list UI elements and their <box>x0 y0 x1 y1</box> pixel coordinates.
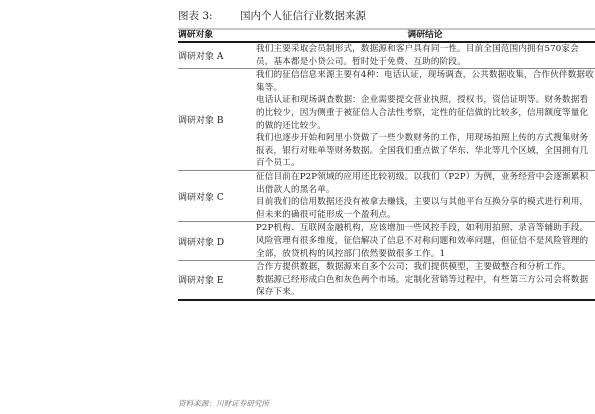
table-row <box>178 222 595 261</box>
table-row <box>178 42 595 69</box>
conclusion-cell <box>254 69 595 171</box>
conclusion-paragraph: 我们主要采取会员制形式，数据源和客户具有同一性。目前全国范围内拥有570家会员，基本都是小贷公司。暂时处于免费、互助的阶段。 <box>256 44 579 67</box>
research-object-a: 调研对象 A <box>178 42 254 69</box>
conclusion-cell <box>254 222 595 261</box>
source-note: 资料来源：川财证券研究所 <box>178 399 270 408</box>
research-object-d: 调研对象 D <box>178 222 254 261</box>
conclusion-paragraph: 目前我们的信用数据还没有被拿去赚钱，主要以与其他平台互换分享的模式进行利用，但未来的确很可能形成一个盈利点。 <box>256 197 589 220</box>
conclusion-paragraph: 我们的征信信息来源主要有4种：电话认证，现场调查，公共数据收集，合作伙伴数据收集等。 <box>256 70 594 93</box>
conclusion-paragraph: 风险管理有很多维度，征信解决了信息不对称问题和效率问题，但征信不是风险管理的全部，放贷机构的风控部门依然要做很多工作。1 <box>256 235 589 259</box>
research-table <box>178 30 595 301</box>
conclusion-cell <box>254 42 595 69</box>
figure-title-row <box>178 6 595 30</box>
conclusion-paragraph: 电话认证和现场调查数据：企业需要提交营业执照，授权书，资信证明等。财务数据看的比较少，因为侧重于被征信人合法性考察，定性的征信做的比较多，信用额度等量化的做的还比较少。 <box>256 95 589 131</box>
conclusion-cell <box>254 261 595 300</box>
research-object-c: 调研对象 C <box>178 170 254 221</box>
figure-label: 图表 3: <box>178 10 213 22</box>
table-header-row <box>178 30 595 42</box>
conclusion-paragraph: P2P机构、互联网金融机构，应该增加一些风控手段，如利用拍照、录音等辅助手段。 <box>256 223 589 234</box>
header-object: 调研对象 <box>178 30 254 42</box>
table-row <box>178 261 595 300</box>
header-conclusion: 调研结论 <box>254 30 595 42</box>
table-row <box>178 69 595 171</box>
research-object-e: 调研对象 E <box>178 261 254 300</box>
conclusion-paragraph: 我们也逐步开始和阿里小贷做了一些少数财务的工作，用现场拍照上传的方式搜集财务报表，银行对账单等财务数据。全国我们重点做了华东、华北等几个区域，全国拥有几百个员工。 <box>256 133 589 169</box>
conclusion-paragraph: 数据源已经形成白色和灰色两个市场。定制化营销等过程中，有些第三方公司会将数据保存下来。 <box>256 274 589 298</box>
figure-name: 国内个人征信行业数据来源 <box>240 10 366 22</box>
conclusion-cell <box>254 170 595 221</box>
research-object-b: 调研对象 B <box>178 69 254 171</box>
conclusion-paragraph: 合作方提供数据，数据源来自多个公司；我们提供模型，主要做整合和分析工作。 <box>256 262 571 273</box>
conclusion-paragraph: 征信目前在P2P领域的应用还比较初级。以我们（P2P）为例，业务经营中会逐渐累积出借款人的黑名单。 <box>256 171 589 195</box>
table-row <box>178 170 595 221</box>
